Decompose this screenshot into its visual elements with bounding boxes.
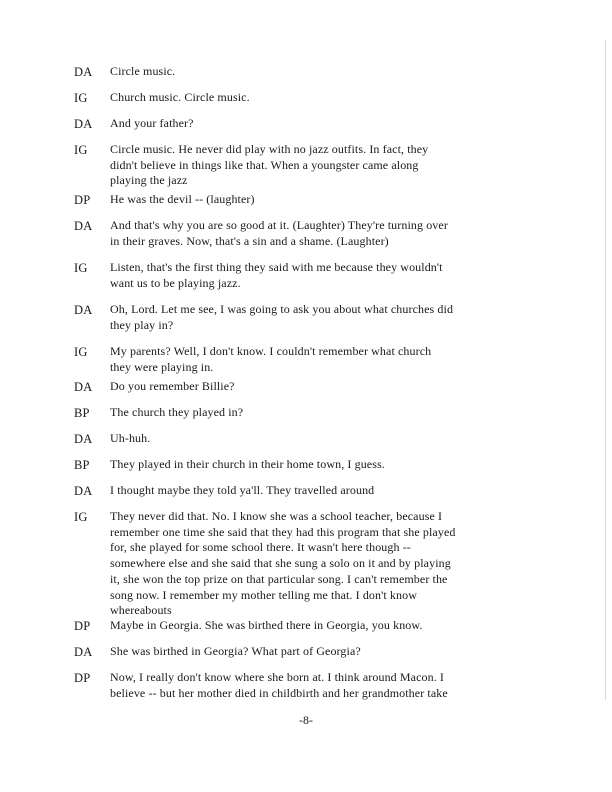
speech-text bbox=[110, 142, 510, 189]
speech-line: Listen, that's the first thing they said with me because they wouldn't bbox=[110, 260, 443, 274]
speaker-label: BP bbox=[74, 458, 90, 472]
speech-text bbox=[110, 218, 510, 249]
speech-text bbox=[110, 344, 510, 375]
speech-line: I thought maybe they told ya'll. They travelled around bbox=[110, 483, 375, 497]
speech-line: believe -- but her mother died in childbirth and her grandmother take bbox=[110, 685, 448, 700]
speaker-label: BP bbox=[74, 406, 90, 420]
speech-line: And that's why you are so good at it. (Laughter) They're turning over bbox=[110, 218, 448, 232]
speech-line: didn't believe in things like that. When a youngster came along bbox=[110, 157, 419, 172]
speech-line: they play in? bbox=[110, 317, 174, 332]
speech-line: Now, I really don't know where she born at. I think around Macon. I bbox=[110, 670, 444, 684]
speech-text bbox=[110, 644, 510, 660]
speech-text bbox=[110, 405, 510, 421]
speaker-label: DA bbox=[74, 645, 93, 659]
speaker-label: DA bbox=[74, 432, 93, 446]
speech-line: whereabouts bbox=[110, 603, 172, 618]
speech-line: want us to be playing jazz. bbox=[110, 275, 241, 290]
speech-line: Maybe in Georgia. She was birthed there in Georgia, you know. bbox=[110, 618, 423, 632]
speech-line: remember one time she said that they had this program that she played bbox=[110, 524, 456, 539]
speaker-label: DP bbox=[74, 619, 91, 633]
speech-text bbox=[110, 457, 510, 473]
speech-text bbox=[110, 260, 510, 291]
speech-line: My parents? Well, I don't know. I couldn't remember what church bbox=[110, 344, 432, 358]
speech-text bbox=[110, 379, 510, 395]
speech-text bbox=[110, 618, 510, 634]
speech-line: song now. I remember my mother telling me that. I don't know bbox=[110, 587, 417, 602]
speech-line: The church they played in? bbox=[110, 405, 244, 419]
speech-text bbox=[110, 90, 510, 106]
speech-line: Do you remember Billie? bbox=[110, 379, 235, 393]
speech-line: Church music. Circle music. bbox=[110, 90, 250, 104]
speech-text bbox=[110, 64, 510, 80]
speech-text bbox=[110, 483, 510, 499]
speaker-label: IG bbox=[74, 345, 88, 359]
speaker-label: DA bbox=[74, 219, 93, 233]
speaker-label: DA bbox=[74, 380, 93, 394]
speaker-label: IG bbox=[74, 91, 88, 105]
speech-line: They never did that. No. I know she was a school teacher, because I bbox=[110, 509, 443, 523]
speaker-label: DA bbox=[74, 65, 93, 79]
speech-text bbox=[110, 670, 510, 701]
speech-text bbox=[110, 302, 510, 333]
speech-text bbox=[110, 431, 510, 447]
speech-line: playing the jazz bbox=[110, 173, 188, 188]
speaker-label: DP bbox=[74, 193, 91, 207]
speech-line: They played in their church in their home town, I guess. bbox=[110, 457, 385, 471]
speaker-label: IG bbox=[74, 143, 88, 157]
speech-line: Oh, Lord. Let me see, I was going to ask you about what churches did bbox=[110, 302, 454, 316]
speaker-label: DA bbox=[74, 303, 93, 317]
speech-text bbox=[110, 116, 510, 132]
speech-line: somewhere else and she said that she sung a solo on it and by playing bbox=[110, 556, 451, 571]
speech-line: And your father? bbox=[110, 116, 194, 130]
speech-line: She was birthed in Georgia? What part of Georgia? bbox=[110, 644, 361, 658]
speech-line: Circle music. He never did play with no jazz outfits. In fact, they bbox=[110, 142, 429, 156]
speech-line: they were playing in. bbox=[110, 359, 214, 374]
speech-line: for, she played for some school there. It wasn't here though -- bbox=[110, 540, 411, 555]
speech-text bbox=[110, 509, 510, 619]
speech-line: in their graves. Now, that's a sin and a shame. (Laughter) bbox=[110, 233, 389, 248]
speaker-label: IG bbox=[74, 510, 88, 524]
speech-line: Circle music. bbox=[110, 64, 176, 78]
page-edge-shadow bbox=[605, 40, 606, 700]
page-number: -8- bbox=[299, 713, 313, 727]
speech-line: Uh-huh. bbox=[110, 431, 151, 445]
speaker-label: IG bbox=[74, 261, 88, 275]
speaker-label: DP bbox=[74, 671, 91, 685]
speech-line: it, she won the top prize on that particular song. I can't remember the bbox=[110, 571, 448, 586]
speech-text bbox=[110, 192, 510, 208]
speaker-label: DA bbox=[74, 484, 93, 498]
speech-line: He was the devil -- (laughter) bbox=[110, 192, 255, 206]
speaker-label: DA bbox=[74, 117, 93, 131]
